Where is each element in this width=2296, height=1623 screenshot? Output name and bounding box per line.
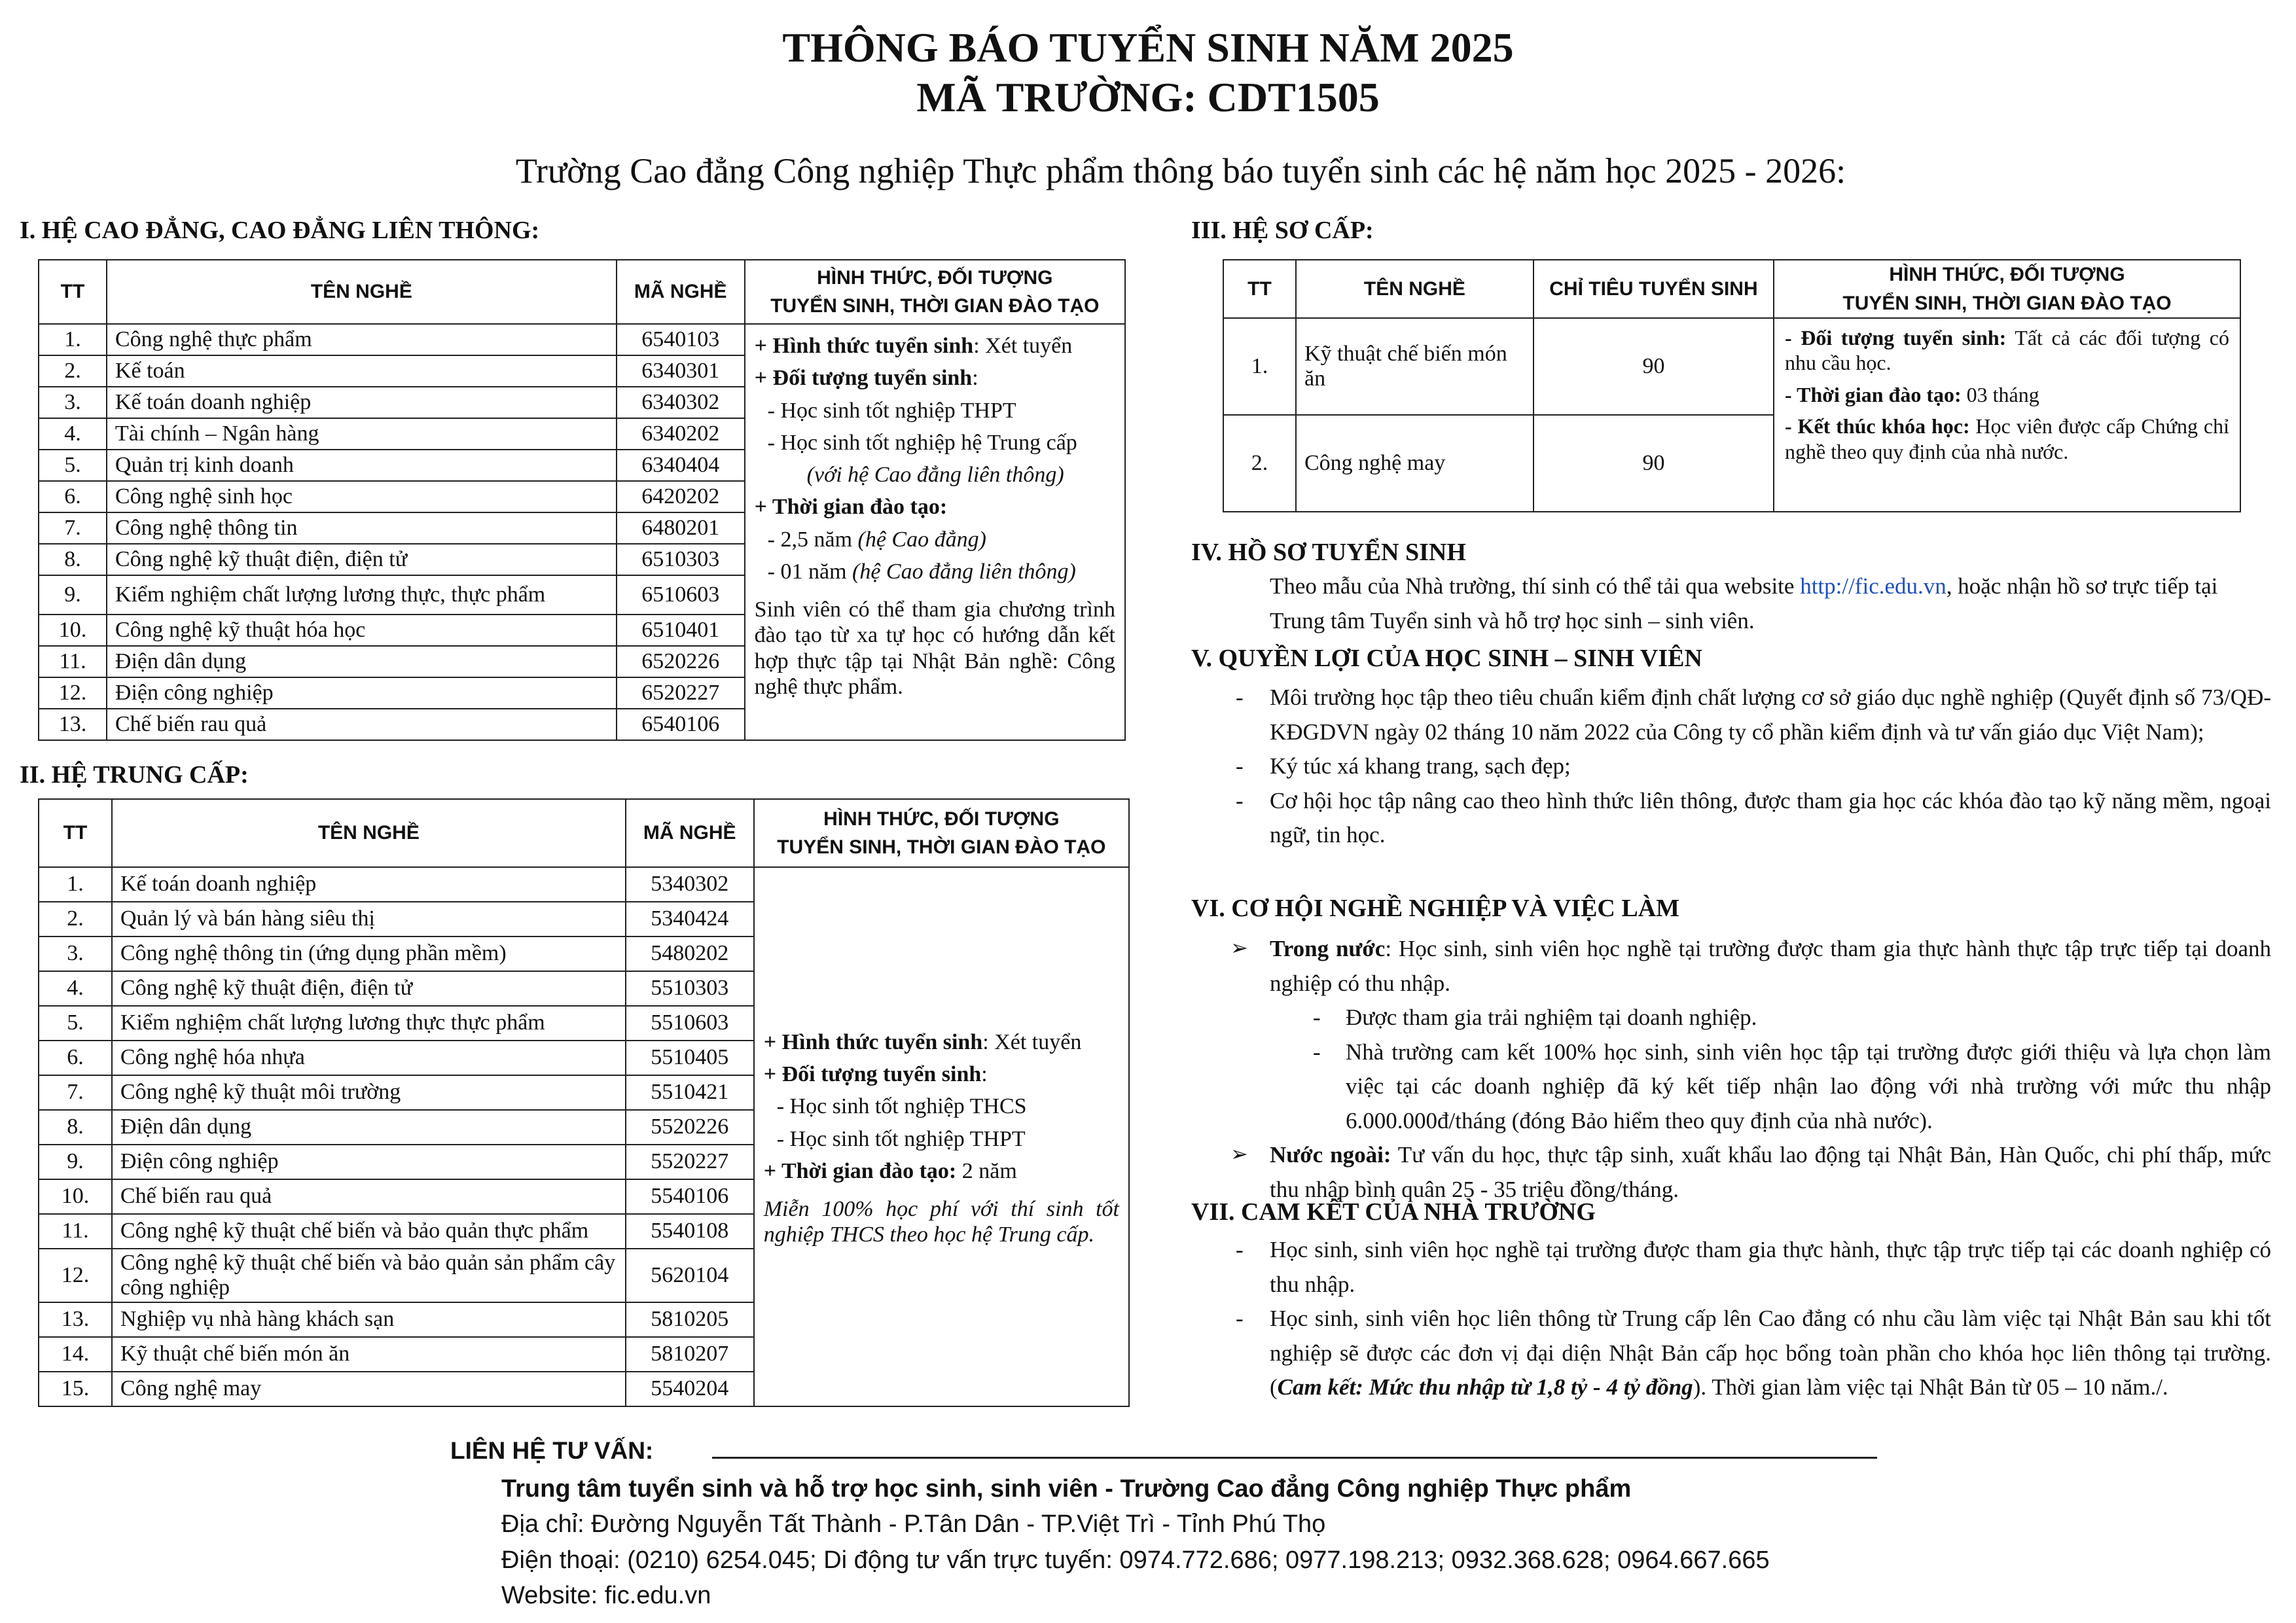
row-code: 6340404 bbox=[617, 450, 745, 481]
intro-text: Trường Cao đẳng Công nghiệp Thực phẩm thông báo tuyển sinh các hệ năm học 2025 - 2026: bbox=[515, 151, 1846, 190]
row-name: Công nghệ kỹ thuật chế biến và bảo quản sản phẩm cây công nghiệp bbox=[112, 1249, 626, 1302]
row-name: Nghiệp vụ nhà hàng khách sạn bbox=[112, 1302, 626, 1337]
section7-list bbox=[1230, 1233, 2271, 1405]
row-quota: 90 bbox=[1534, 415, 1774, 512]
section5-heading: V. QUYỀN LỢI CỦA HỌC SINH – SINH VIÊN bbox=[1191, 645, 1702, 672]
row-tt: 6. bbox=[39, 1041, 112, 1075]
row-tt: 13. bbox=[39, 709, 107, 740]
contact-center: Trung tâm tuyển sinh và hỗ trợ học sinh, sinh viên - Trường Cao đẳng Công nghiệp Thực phẩm bbox=[501, 1475, 1632, 1503]
col-header-tt: TT bbox=[39, 260, 107, 324]
row-code: 6520226 bbox=[617, 646, 745, 677]
row-tt: 1. bbox=[1223, 318, 1296, 415]
row-tt: 9. bbox=[39, 1145, 112, 1179]
table-row bbox=[39, 324, 1125, 355]
row-code: 5340424 bbox=[626, 902, 754, 936]
row-tt: 2. bbox=[1223, 415, 1296, 512]
col-header-info: HÌNH THỨC, ĐỐI TƯỢNG TUYỂN SINH, THỜI GIAN ĐÀO TẠO bbox=[745, 260, 1125, 324]
col-header-info: HÌNH THỨC, ĐỐI TƯỢNG TUYỂN SINH, THỜI GIAN ĐÀO TẠO bbox=[1774, 260, 2240, 318]
row-tt: 5. bbox=[39, 1006, 112, 1041]
row-name: Kế toán doanh nghiệp bbox=[107, 387, 617, 418]
section4-text: Theo mẫu của Nhà trường, thí sinh có thể tải qua website http://fic.edu.vn, hoặc nhận hồ sơ trực tiếp tại Trung tâm Tuyển sinh và hỗ trợ học sinh – sinh viên. bbox=[1270, 573, 2218, 633]
row-name: Chế biến rau quả bbox=[107, 709, 617, 740]
row-name: Công nghệ kỹ thuật điện, điện tử bbox=[107, 544, 617, 575]
row-code: 6520227 bbox=[617, 677, 745, 709]
row-code: 5510405 bbox=[626, 1041, 754, 1075]
section1-heading: I. HỆ CAO ĐẲNG, CAO ĐẲNG LIÊN THÔNG: bbox=[20, 217, 540, 244]
row-tt: 11. bbox=[39, 1214, 112, 1249]
row-code: 5480202 bbox=[626, 936, 754, 971]
row-tt: 6. bbox=[39, 481, 107, 512]
section3-heading: III. HỆ SƠ CẤP: bbox=[1191, 217, 1374, 244]
row-name: Điện công nghiệp bbox=[107, 677, 617, 709]
contact-divider bbox=[712, 1457, 1877, 1459]
row-code: 5520227 bbox=[626, 1145, 754, 1179]
row-name: Công nghệ kỹ thuật môi trường bbox=[112, 1075, 626, 1110]
row-tt: 2. bbox=[39, 902, 112, 936]
row-name: Tài chính – Ngân hàng bbox=[107, 418, 617, 450]
row-tt: 2. bbox=[39, 355, 107, 387]
list-item: - Ký túc xá khang trang, sạch đẹp; bbox=[1236, 753, 1571, 779]
row-code: 6480201 bbox=[617, 512, 745, 544]
section7-heading: VII. CAM KẾT CỦA NHÀ TRƯỜNG bbox=[1191, 1198, 1596, 1226]
row-code: 5810207 bbox=[626, 1337, 754, 1372]
contact-label: LIÊN HỆ TƯ VẤN: bbox=[450, 1437, 654, 1464]
section5-list bbox=[1230, 681, 2271, 853]
col-header-quota: CHỈ TIÊU TUYỂN SINH bbox=[1534, 260, 1774, 318]
row-code: 6510401 bbox=[617, 615, 745, 646]
intermediate-info-cell: + Hình thức tuyển sinh: Xét tuyển + Đối tượng tuyển sinh: - Học sinh tốt nghiệp THCS - Học sinh tốt nghiệp THPT + Thời gian đào tạo: 2 năm Miễn 100% học phí với thí sinh tốt nghiệp THCS theo học hệ Trung cấp. bbox=[754, 867, 1129, 1406]
row-tt: 4. bbox=[39, 418, 107, 450]
row-tt: 15. bbox=[39, 1372, 112, 1406]
row-code: 6540106 bbox=[617, 709, 745, 740]
page-title: THÔNG BÁO TUYỂN SINH NĂM 2025 bbox=[782, 24, 1514, 71]
row-tt: 12. bbox=[39, 1249, 112, 1302]
row-code: 5510603 bbox=[626, 1006, 754, 1041]
row-code: 6340301 bbox=[617, 355, 745, 387]
school-code: MÃ TRƯỜNG: CDT1505 bbox=[916, 74, 1380, 120]
row-name: Công nghệ may bbox=[112, 1372, 626, 1406]
row-code: 6340302 bbox=[617, 387, 745, 418]
row-code: 6510603 bbox=[617, 575, 745, 615]
row-tt: 10. bbox=[39, 1179, 112, 1214]
section6-heading: VI. CƠ HỘI NGHỀ NGHIỆP VÀ VIỆC LÀM bbox=[1191, 895, 1680, 922]
row-code: 5340302 bbox=[626, 867, 754, 902]
section4-heading: IV. HỒ SƠ TUYỂN SINH bbox=[1191, 539, 1466, 566]
col-header-tt: TT bbox=[1223, 260, 1296, 318]
elementary-info-cell: - Đối tượng tuyển sinh: Tất cả các đối tượng có nhu cầu học. - Thời gian đào tạo: 03 tháng - Kết thúc khóa học: Học viên được cấp Chứng chỉ nghề theo quy định của nhà nước. bbox=[1774, 318, 2240, 512]
arrow-icon: ➢ bbox=[1230, 1141, 1248, 1166]
row-name: Công nghệ thông tin bbox=[107, 512, 617, 544]
row-name: Kỹ thuật chế biến món ăn bbox=[1296, 318, 1534, 415]
list-item: - Học sinh, sinh viên học nghề tại trường được tham gia thực hành, thực tập trực tiếp tại các doanh nghiệp có thu nhập. bbox=[1236, 1237, 2271, 1297]
row-name: Công nghệ thông tin (ứng dụng phần mềm) bbox=[112, 936, 626, 971]
list-item: - Nhà trường cam kết 100% học sinh, sinh viên học tập tại trường được giới thiệu và lựa chọn làm việc tại các doanh nghiệp đã ký kết tiếp nhận lao động với nhà trường với mức thu nhập 6.000.000đ/tháng (đóng Bảo hiểm theo quy định của nhà nước). bbox=[1313, 1039, 2271, 1133]
contact-block bbox=[501, 1471, 1770, 1613]
list-item: - Được tham gia trải nghiệm tại doanh nghiệp. bbox=[1313, 1005, 1757, 1030]
row-name: Công nghệ kỹ thuật điện, điện tử bbox=[112, 971, 626, 1006]
row-name: Kế toán doanh nghiệp bbox=[112, 867, 626, 902]
row-code: 6540103 bbox=[617, 324, 745, 355]
row-name: Quản lý và bán hàng siêu thị bbox=[112, 902, 626, 936]
row-name: Điện công nghiệp bbox=[112, 1145, 626, 1179]
row-code: 5510421 bbox=[626, 1075, 754, 1110]
table-row bbox=[1223, 318, 2240, 415]
row-code: 6340202 bbox=[617, 418, 745, 450]
row-code: 5620104 bbox=[626, 1249, 754, 1302]
row-code: 6420202 bbox=[617, 481, 745, 512]
col-header-code: MÃ NGHỀ bbox=[617, 260, 745, 324]
row-name: Công nghệ thực phẩm bbox=[107, 324, 617, 355]
website-link[interactable]: http://fic.edu.vn bbox=[1800, 573, 1946, 599]
row-code: 5520226 bbox=[626, 1110, 754, 1145]
row-name: Công nghệ kỹ thuật hóa học bbox=[107, 615, 617, 646]
row-name: Kiểm nghiệm chất lượng lương thực thực phẩm bbox=[112, 1006, 626, 1041]
row-tt: 8. bbox=[39, 1110, 112, 1145]
section6-list bbox=[1230, 932, 2271, 1207]
row-name: Điện dân dụng bbox=[112, 1110, 626, 1145]
row-name: Công nghệ kỹ thuật chế biến và bảo quản thực phẩm bbox=[112, 1214, 626, 1249]
list-item: - Môi trường học tập theo tiêu chuẩn kiểm định chất lượng cơ sở giáo dục nghề nghiệp (Quyết định số 73/QĐ-KĐGDVN ngày 02 tháng 10 năm 2022 của Công ty cổ phần kiểm định và tư vấn giáo dục Việt Nam); bbox=[1236, 685, 2271, 745]
list-item: ➢ Nước ngoài: Tư vấn du học, thực tập sinh, xuất khẩu lao động tại Nhật Bản, Hàn Quốc, chi phí thấp, mức thu nhập bình quân 25 - 35 triệu đồng/tháng. bbox=[1230, 1138, 2271, 1207]
row-tt: 13. bbox=[39, 1302, 112, 1337]
row-name: Điện dân dụng bbox=[107, 646, 617, 677]
row-name: Kiểm nghiệm chất lượng lương thực, thực phẩm bbox=[107, 575, 617, 615]
contact-website: Website: fic.edu.vn bbox=[501, 1581, 711, 1609]
section2-heading: II. HỆ TRUNG CẤP: bbox=[20, 761, 249, 789]
row-name: Quản trị kinh doanh bbox=[107, 450, 617, 481]
row-tt: 3. bbox=[39, 387, 107, 418]
row-code: 5540204 bbox=[626, 1372, 754, 1406]
row-name: Công nghệ hóa nhựa bbox=[112, 1041, 626, 1075]
col-header-info: HÌNH THỨC, ĐỐI TƯỢNG TUYỂN SINH, THỜI GIAN ĐÀO TẠO bbox=[754, 799, 1129, 867]
row-tt: 5. bbox=[39, 450, 107, 481]
college-table bbox=[38, 259, 1126, 741]
row-tt: 1. bbox=[39, 324, 107, 355]
row-tt: 4. bbox=[39, 971, 112, 1006]
row-tt: 12. bbox=[39, 677, 107, 709]
row-tt: 9. bbox=[39, 575, 107, 615]
row-name: Chế biến rau quả bbox=[112, 1179, 626, 1214]
col-header-name: TÊN NGHỀ bbox=[107, 260, 617, 324]
table-row bbox=[39, 867, 1129, 902]
row-tt: 10. bbox=[39, 615, 107, 646]
row-tt: 7. bbox=[39, 512, 107, 544]
intermediate-table bbox=[38, 798, 1130, 1407]
list-item: - Cơ hội học tập nâng cao theo hình thức liên thông, được tham gia học các khóa đào tạo kỹ năng mềm, ngoại ngữ, tin học. bbox=[1236, 787, 2271, 847]
row-code: 5510303 bbox=[626, 971, 754, 1006]
list-item: - Học sinh, sinh viên học liên thông từ Trung cấp lên Cao đẳng có nhu cầu làm việc tại Nhật Bản sau khi tốt nghiệp sẽ được các đơn vị đại diện Nhật Bản cấp học bổng toàn phần cho khóa học liên thông tại trường. (Cam kết: Mức thu nhập từ 1,8 tỷ - 4 tỷ đồng). Thời gian làm việc tại Nhật Bản từ 05 – 10 năm./. bbox=[1236, 1306, 2271, 1400]
list-item: ➢ Trong nước: Học sinh, sinh viên học nghề tại trường được tham gia thực hành thực tập trực tiếp tại doanh nghiệp có thu nhập. bbox=[1230, 932, 2271, 1001]
row-tt: 8. bbox=[39, 544, 107, 575]
row-tt: 14. bbox=[39, 1337, 112, 1372]
row-name: Kỹ thuật chế biến món ăn bbox=[112, 1337, 626, 1372]
contact-address: Địa chỉ: Đường Nguyễn Tất Thành - P.Tân Dân - TP.Việt Trì - Tỉnh Phú Thọ bbox=[501, 1510, 1326, 1539]
row-name: Kế toán bbox=[107, 355, 617, 387]
contact-phone: Điện thoại: (0210) 6254.045; Di động tư vấn trực tuyến: 0974.772.686; 0977.198.213; 0932.368.628; 0964.667.665 bbox=[501, 1546, 1770, 1574]
row-quota: 90 bbox=[1534, 318, 1774, 415]
row-tt: 11. bbox=[39, 646, 107, 677]
row-tt: 1. bbox=[39, 867, 112, 902]
college-info-cell: + Hình thức tuyển sinh: Xét tuyển + Đối tượng tuyển sinh: - Học sinh tốt nghiệp THPT - Học sinh tốt nghiệp hệ Trung cấp (với hệ Cao đẳng liên thông) + Thời gian đào tạo: - 2,5 năm (hệ Cao đẳng) - 01 năm (hệ Cao đẳng liên thông) Sinh viên có thể tham gia chương trình đào tạo từ xa tự học có hướng dẫn kết hợp thực tập tại Nhật Bản nghề: Công nghệ thực phẩm. bbox=[745, 324, 1125, 740]
row-code: 5810205 bbox=[626, 1302, 754, 1337]
row-code: 5540106 bbox=[626, 1179, 754, 1214]
row-tt: 7. bbox=[39, 1075, 112, 1110]
row-name: Công nghệ sinh học bbox=[107, 481, 617, 512]
col-header-tt: TT bbox=[39, 799, 112, 867]
row-tt: 3. bbox=[39, 936, 112, 971]
col-header-name: TÊN NGHỀ bbox=[112, 799, 626, 867]
elementary-table bbox=[1223, 259, 2241, 512]
row-code: 6510303 bbox=[617, 544, 745, 575]
col-header-name: TÊN NGHỀ bbox=[1296, 260, 1534, 318]
row-name: Công nghệ may bbox=[1296, 415, 1534, 512]
arrow-icon: ➢ bbox=[1230, 935, 1248, 960]
row-code: 5540108 bbox=[626, 1214, 754, 1249]
col-header-code: MÃ NGHỀ bbox=[626, 799, 754, 867]
